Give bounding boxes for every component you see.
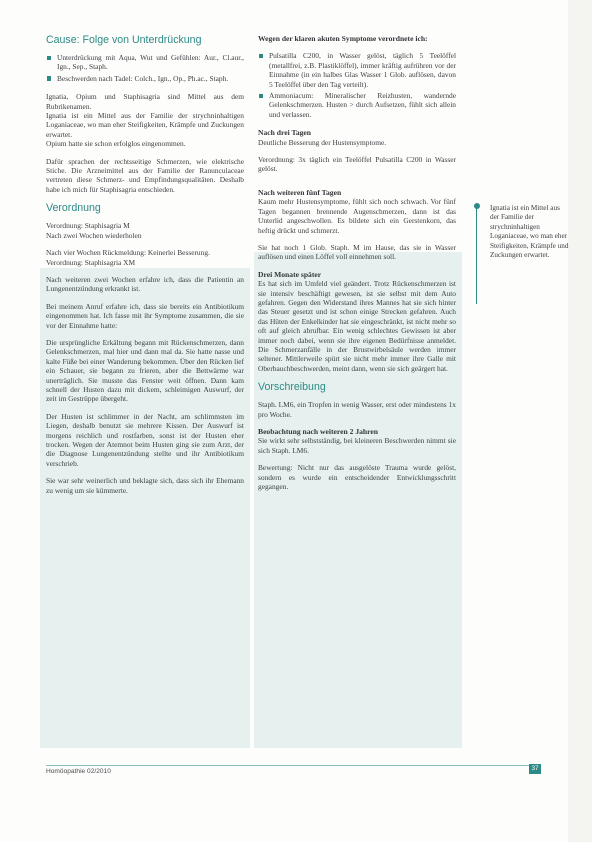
paragraph: Sie war sehr weinerlich und beklagte sich, dass sich ihr Ehemann zu wenig um sie kümmerte.	[46, 476, 244, 495]
paragraph: Die ursprüngliche Erkältung begann mit Rückenschmerzen, dann Gelenkschmerzen, mal hier und dann mal da. Sie hatte nasse und kalte Füße bei einer Wanderung bekommen. Über den Rücken lief ein Schauer, sie begann zu frieren, aber die Bettwärme war unerträglich. Sie musste das Fenster weit öffnen. Dann kam schnell der Husten dazu mit dickem, schleimigen Auswurf, der zeit im Gestrüppe übergeht.	[46, 337, 244, 404]
paragraph: Bei meinem Anruf erfahre ich, dass sie bereits ein Antibiotikum eingenommen hat. Ich fasse mit ihr Symptome zusammen, die sie vor der Einnahme hatte:	[46, 301, 244, 330]
paragraph: Opium hatte sie schon erfolglos eingenommen.	[46, 139, 186, 149]
cause-item-text: Unterdrückung mit Aqua, Wut und Gefühlen: Aur., Cl.aur., Ign., Sep., Staph.	[57, 53, 244, 72]
paragraph: Bewertung: Nicht nur das ausgelöste Trauma wurde gelöst, sondern es wurde ein entscheidender Entwicklungsschritt gegangen.	[258, 463, 456, 492]
footer-rule	[46, 765, 541, 766]
page-edge-shadow	[568, 0, 592, 842]
page-number: 37	[529, 764, 541, 774]
paragraph: Verordnung: 3x täglich ein Teelöffel Pulsatilla C200 in Wasser gelöst.	[258, 155, 456, 174]
paragraph: Staph. LM6, ein Tropfen in wenig Wasser, erst oder mindestens 1x pro Woche.	[258, 400, 456, 419]
cause-heading: Cause: Folge von Unterdrückung	[46, 34, 202, 46]
journal-footer: Homöopathie 02/2010	[46, 768, 111, 775]
paragraph: Verordnung: Staphisagria M	[46, 221, 130, 231]
right-column	[258, 34, 456, 499]
paragraph: Dafür sprachen der rechtsseitige Schmerzen, wie elektrische Stiche. Die Arzneimittel aus der Familie der Ranunculaceae vertreten diese Schmerz- und Empfindungsqualitäten. Deshalb habe ich mich für Staphisagria entschieden.	[46, 156, 244, 194]
intro-heading: Wegen der klaren akuten Symptome verordnete ich:	[258, 34, 428, 43]
cause-item-text: Beschwerden nach Tadel: Colch., Ign., Op., Ph.ac., Staph.	[57, 73, 229, 83]
paragraph: Verordnung: Staphisagria XM	[46, 257, 136, 267]
paragraph: Sie hat noch 1 Glob. Staph. M im Hause, das sie in Wasser auflösen und einen Löffel voll einnehmen soll.	[258, 242, 456, 262]
subheading: Drei Monate später	[258, 269, 322, 279]
subheading: Nach drei Tagen	[258, 128, 312, 138]
left-column	[46, 34, 244, 503]
square-bullet-icon	[47, 56, 51, 60]
paragraph: Sie wirkt sehr selbstständig, bei kleineren Beschwerden nimmt sie sich Staph. LM6.	[258, 436, 456, 455]
paragraph: Kaum mehr Hustensymptome, fühlt sich noch schwach. Vor fünf Tagen begannen brennende Augenschmerzen, dann ist das Unterlid angeschwollen. Es bildete sich ein Gerstenkorn, das heftig drückt und schmerzt.	[258, 197, 456, 235]
vorschreibung-heading: Vorschreibung	[258, 381, 326, 394]
cause-item	[46, 74, 244, 83]
paragraph: Deutliche Besserung der Hustensymptome.	[258, 137, 387, 147]
paragraph: Nach vier Wochen Rückmeldung: Keinerlei Besserung.	[46, 248, 210, 258]
sidebar-note: Ignatia ist ein Mittel aus der Familie der strychninhaltigen Loganiaceae, wo man eher Steifigkeiten, Krämpfe und Zuckungen erwartet.	[490, 204, 569, 260]
subheading: Beobachtung nach weiteren 2 Jahren	[258, 427, 378, 436]
square-bullet-icon	[47, 76, 51, 80]
prescription-item	[258, 91, 456, 119]
prescription-item-text: Ammoniacum: Mineralischer Reizhusten, wandernde Gelenkschmerzen. Husten > durch Aufsetzen, fühlt sich allein und verlassen.	[269, 91, 456, 119]
sidebar-rule	[476, 206, 477, 304]
paragraph: Der Husten ist schlimmer in der Nacht, am schlimmsten im Liegen, deshalb benutzt sie mehrere Kissen. Der Auswurf ist morgens reichlich und rostfarben, sonst ist der Husten eher trocken. Wegen der Atemnot beim Husten ging sie zum Arzt, der die Diagnose Lungenentzündung stellte und ihr Antibiotikum verschrieb.	[46, 411, 244, 468]
paragraph: Nach weiteren zwei Wochen erfahre ich, dass die Patientin an Lungenentzündung erkrankt ist.	[46, 274, 244, 294]
paragraph: Es hat sich im Umfeld viel geändert. Trotz Rückenschmerzen ist sie intensiv beschäftigt gewesen, ist sie selbst mit dem Auto gefahren. Gegen den Widerstand ihres Mannes hat sie sich hinter das Steuer gesetzt und ist schon einige Strecken gefahren. Auch das Hüten der Enkelkinder hat sie eingeschränkt, ist nicht mehr so oft auf gleich abrufbar. Ein wenig schlechtes Gewissen ist aber immer noch dabei, wenn sie ihre eigenen Bedürfnisse anmeldet. Die Schmerzanfälle in der Brustwirbelsäule werden immer seltener. Mittlerweile spürt sie nicht mehr immer ihre Galle mit Oberbauchbeschwerden, meint dann, wenn sie sich geärgert hat.	[258, 279, 456, 373]
square-bullet-icon	[259, 54, 263, 58]
prescription-list	[258, 51, 456, 119]
cause-list	[46, 53, 244, 83]
verordnung-heading: Verordnung	[46, 202, 101, 215]
paragraph: Ignatia, Opium und Staphisagria sind Mittel aus dem Rubrikenamen.	[46, 92, 244, 111]
square-bullet-icon	[259, 94, 263, 98]
sidebar-dot-icon	[474, 203, 480, 209]
prescription-item	[258, 51, 456, 89]
prescription-item-text: Pulsatilla C200, in Wasser gelöst, täglich 5 Teelöffel (metallfrei, z.B. Plastiklöffel), immer kräftig aufrühren vor der Einnahme (in ein halbes Glas Wasser 1 Glob. auflösen, davon 5 Teelöffel über den Tag verteilt).	[269, 51, 456, 89]
cause-item	[46, 53, 244, 72]
subheading: Nach weiteren fünf Tagen	[258, 187, 342, 197]
paragraph: Nach zwei Wochen wiederholen	[46, 230, 142, 240]
paragraph: Ignatia ist ein Mittel aus der Familie der strychninhaltigen Loganiaceae, wo man eher Steifigkeiten, Krämpfe und Zuckungen erwartet.	[46, 111, 244, 139]
